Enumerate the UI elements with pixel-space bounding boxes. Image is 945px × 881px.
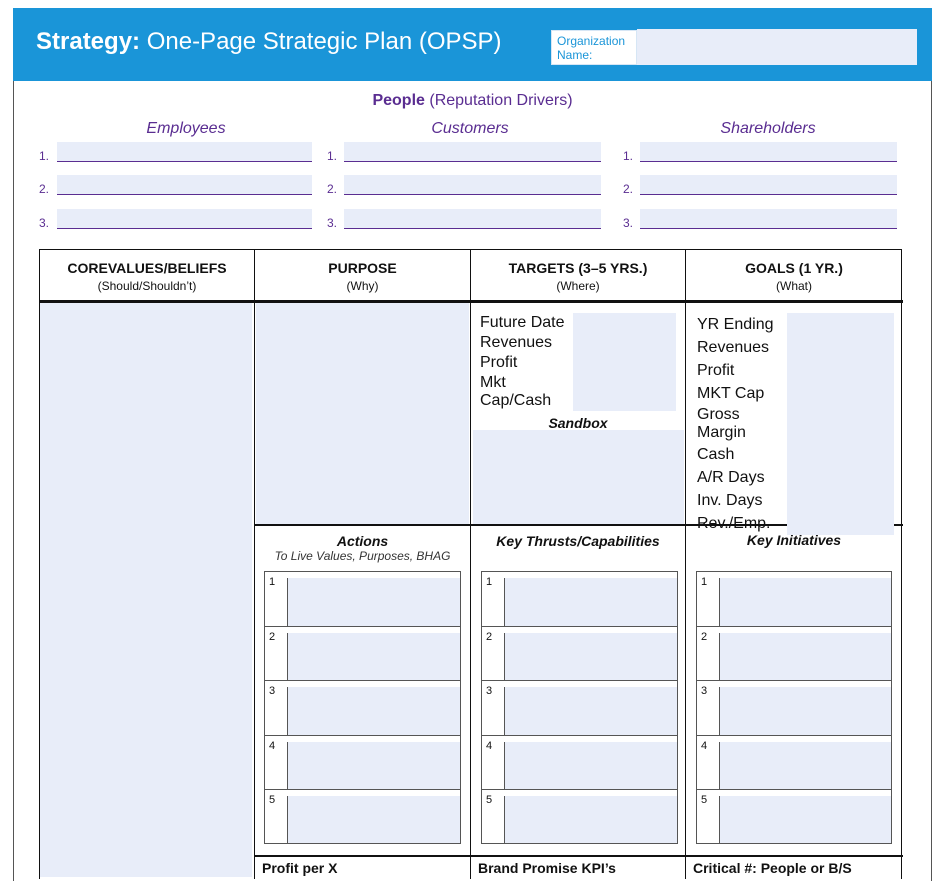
targets-table	[479, 313, 676, 411]
actions-field-1[interactable]	[287, 578, 460, 626]
goals-label-cash: Cash	[697, 445, 735, 463]
shareholders-title: Shareholders	[720, 120, 816, 137]
employee-num-2: 2.	[39, 182, 50, 196]
shareholder-num-3: 3.	[623, 216, 634, 230]
targets-value-revenues[interactable]	[573, 333, 676, 353]
item-number: 5	[701, 794, 708, 806]
item-number: 2	[269, 631, 276, 643]
customer-field-1[interactable]	[344, 142, 601, 162]
header-core-values	[40, 259, 254, 295]
key-initiatives-title: Key Initiatives	[746, 532, 842, 548]
initiatives-item-1	[697, 572, 891, 627]
goals-row	[696, 336, 894, 359]
goals-label-profit: Profit	[697, 361, 735, 379]
header-purpose	[255, 259, 470, 295]
goals-value-ar-days[interactable]	[787, 466, 894, 489]
purpose-title: PURPOSE	[328, 260, 397, 276]
goals-row	[696, 359, 894, 382]
goals-value-mkt-cap[interactable]	[787, 382, 894, 405]
goals-label-mkt-cap: MKT Cap	[697, 384, 765, 402]
actions-item-2	[265, 627, 460, 681]
initiatives-item-5	[697, 790, 891, 843]
customer-num-2: 2.	[327, 182, 338, 196]
item-number: 4	[486, 740, 493, 752]
targets-title: TARGETS (3–5 YRS.)	[508, 260, 648, 276]
goals-row	[696, 466, 894, 489]
targets-row	[479, 373, 676, 411]
initiatives-item-2	[697, 627, 891, 681]
goals-title: GOALS (1 YR.)	[745, 260, 843, 276]
actions-item-5	[265, 790, 460, 843]
thrusts-item-5	[482, 790, 677, 843]
goals-row	[696, 405, 894, 443]
initiatives-item-4	[697, 736, 891, 790]
item-number: 2	[701, 631, 708, 643]
core-values-field[interactable]	[40, 303, 252, 877]
targets-sub: (Where)	[556, 279, 600, 293]
thrusts-field-1[interactable]	[504, 578, 677, 626]
targets-label-revenues: Revenues	[480, 334, 553, 351]
goals-row	[696, 443, 894, 466]
thrusts-field-5[interactable]	[504, 796, 677, 843]
goals-row	[696, 313, 894, 336]
customers-title: Customers	[431, 120, 509, 137]
initiatives-field-5[interactable]	[719, 796, 891, 843]
initiatives-field-2[interactable]	[719, 633, 891, 680]
item-number: 3	[486, 685, 493, 697]
actions-field-3[interactable]	[287, 687, 460, 735]
actions-title: Actions	[336, 533, 389, 549]
grid-vline-2	[470, 249, 471, 879]
goals-value-inv-days[interactable]	[787, 489, 894, 512]
org-name-label	[551, 30, 637, 65]
goals-value-yr-ending[interactable]	[787, 313, 894, 336]
item-number: 4	[701, 740, 708, 752]
item-number: 1	[701, 576, 708, 588]
goals-value-revenues[interactable]	[787, 336, 894, 359]
item-number: 3	[701, 685, 708, 697]
actions-field-5[interactable]	[287, 796, 460, 843]
profit-per-x-label: Profit per X	[262, 860, 338, 876]
purpose-sub: (Why)	[346, 279, 379, 293]
targets-label-mkt-cap: Mkt Cap/Cash	[480, 374, 552, 409]
customer-field-2[interactable]	[344, 175, 601, 195]
initiatives-field-4[interactable]	[719, 742, 891, 789]
initiatives-field-1[interactable]	[719, 578, 891, 626]
customer-num-3: 3.	[327, 216, 338, 230]
core-values-title: COREVALUES/BELIEFS	[67, 260, 227, 276]
targets-row	[479, 313, 676, 333]
goals-value-cash[interactable]	[787, 443, 894, 466]
goals-row	[696, 489, 894, 512]
page-title	[36, 27, 502, 57]
key-thrusts-title: Key Thrusts/Capabilities	[496, 533, 660, 549]
goals-label-rev-emp: Rev./Emp.	[697, 514, 771, 532]
title-rest: One-Page Strategic Plan (OPSP)	[140, 28, 502, 55]
customer-num-1: 1.	[327, 149, 338, 163]
org-label-line2: Name:	[557, 48, 593, 62]
item-number: 5	[269, 794, 276, 806]
sandbox-label: Sandbox	[548, 415, 608, 431]
item-number: 3	[269, 685, 276, 697]
brand-promise-kpi-label: Brand Promise KPI’s	[478, 860, 616, 876]
shareholder-num-1: 1.	[623, 149, 634, 163]
item-number: 2	[486, 631, 493, 643]
employees-title: Employees	[146, 120, 226, 137]
goals-table	[696, 313, 894, 535]
goals-label-revenues: Revenues	[697, 338, 770, 356]
shareholder-num-2: 2.	[623, 182, 634, 196]
targets-row	[479, 353, 676, 373]
grid-vline-3	[685, 249, 686, 879]
thrusts-field-4[interactable]	[504, 742, 677, 789]
header-targets	[471, 259, 685, 295]
employee-num-1: 1.	[39, 149, 50, 163]
employee-field-3[interactable]	[57, 209, 312, 229]
targets-label-profit: Profit	[480, 354, 518, 371]
thrusts-field-3[interactable]	[504, 687, 677, 735]
people-title	[0, 92, 945, 110]
actions-item-3	[265, 681, 460, 736]
item-number: 4	[269, 740, 276, 752]
people-title-rest: (Reputation Drivers)	[424, 92, 573, 109]
thrusts-item-4	[482, 736, 677, 790]
actions-subtitle: To Live Values, Purposes, BHAG	[274, 549, 451, 563]
employee-field-1[interactable]	[57, 142, 312, 162]
goals-value-gross-margin[interactable]	[787, 405, 894, 443]
actions-item-4	[265, 736, 460, 790]
goals-label-yr-ending: YR Ending	[697, 315, 774, 333]
critical-number-label: Critical #: People or B/S	[693, 860, 852, 876]
header-goals	[686, 259, 902, 295]
org-name-input[interactable]	[637, 29, 917, 65]
bottom-rule	[254, 855, 903, 857]
employee-num-3: 3.	[39, 216, 50, 230]
actions-field-2[interactable]	[287, 633, 460, 680]
targets-value-future-date[interactable]	[573, 313, 676, 333]
purpose-field[interactable]	[256, 303, 469, 524]
targets-value-mkt-cap[interactable]	[573, 373, 676, 411]
employee-field-2[interactable]	[57, 175, 312, 195]
key-thrusts-list	[481, 571, 678, 844]
org-label-line1: Organization	[557, 34, 626, 48]
targets-label-future-date: Future Date	[480, 314, 565, 331]
initiatives-field-3[interactable]	[719, 687, 891, 735]
goals-label-ar-days: A/R Days	[697, 468, 765, 486]
goals-label-gross-margin: Gross Margin	[697, 406, 746, 441]
actions-item-1	[265, 572, 460, 627]
thrusts-item-1	[482, 572, 677, 627]
thrusts-item-2	[482, 627, 677, 681]
targets-value-profit[interactable]	[573, 353, 676, 373]
people-title-bold: People	[372, 92, 425, 109]
initiatives-item-3	[697, 681, 891, 736]
sandbox-field[interactable]	[473, 430, 684, 524]
title-bold: Strategy:	[36, 28, 141, 55]
shareholder-field-1[interactable]	[640, 142, 897, 162]
targets-row	[479, 333, 676, 353]
customer-field-3[interactable]	[344, 209, 601, 229]
item-number: 1	[486, 576, 493, 588]
item-number: 5	[486, 794, 493, 806]
thrusts-field-2[interactable]	[504, 633, 677, 680]
shareholder-field-3[interactable]	[640, 209, 897, 229]
key-initiatives-list	[696, 571, 892, 844]
goals-value-profit[interactable]	[787, 359, 894, 382]
goals-label-inv-days: Inv. Days	[697, 491, 763, 509]
thrusts-item-3	[482, 681, 677, 736]
goals-row	[696, 382, 894, 405]
goals-sub: (What)	[776, 279, 812, 293]
item-number: 1	[269, 576, 276, 588]
shareholder-field-2[interactable]	[640, 175, 897, 195]
actions-list	[264, 571, 461, 844]
core-values-sub: (Should/Shouldn’t)	[97, 279, 197, 293]
grid-vline-1	[254, 249, 255, 879]
actions-field-4[interactable]	[287, 742, 460, 789]
